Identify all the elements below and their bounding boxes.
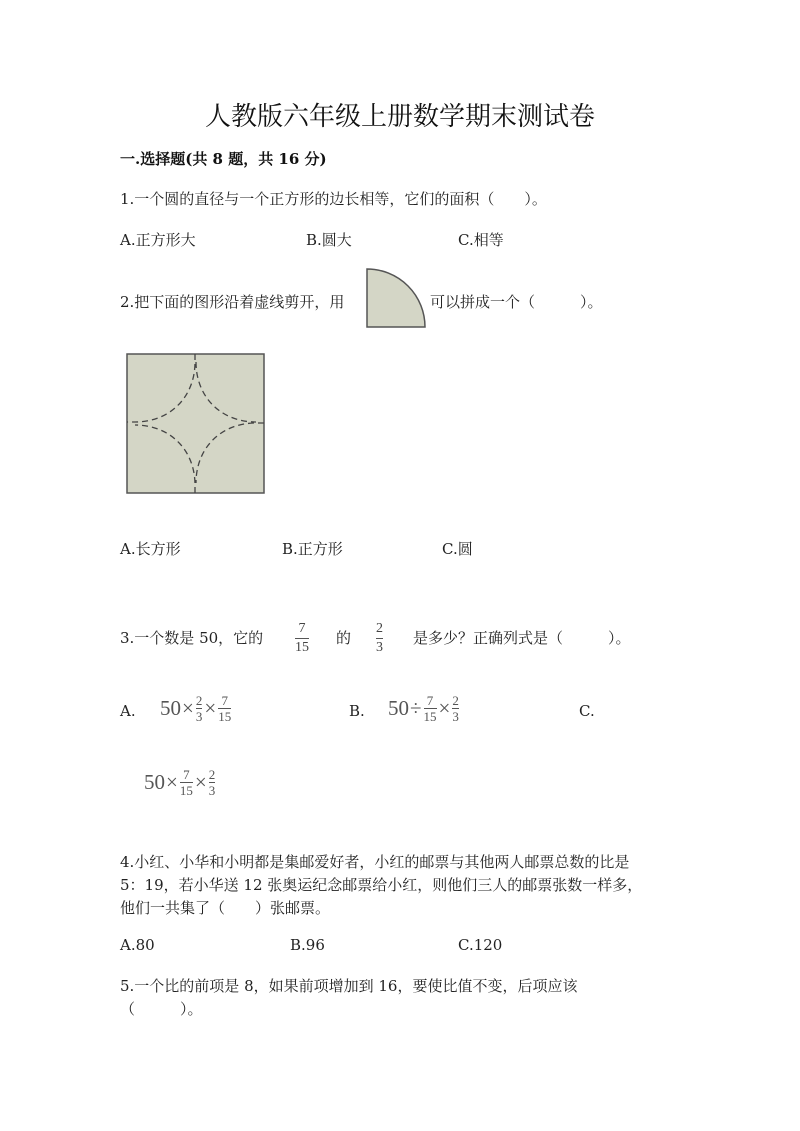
expression-fraction <box>209 768 216 797</box>
section-heading: 一.选择题(共 8 题，共 16 分) <box>120 150 327 168</box>
question-1-option-c[interactable]: C.相等 <box>458 231 504 249</box>
question-4-line-3: 他们一共集了（ ）张邮票。 <box>120 899 331 917</box>
fraction-denominator: 3 <box>195 709 203 724</box>
expression-operator: × <box>166 770 178 794</box>
expression-operator: × <box>204 696 217 720</box>
fraction-numerator: 7 <box>183 767 190 782</box>
page-title: 人教版六年级上册数学期末测试卷 <box>204 102 595 132</box>
question-5-line-1: 5.一个比的前项是 8，如果前项增加到 16，要使比值不变，后项应该 <box>120 977 578 995</box>
question-3-option-b-expression[interactable] <box>388 694 460 723</box>
expression-base: 50 <box>144 770 165 794</box>
question-4-option-b[interactable]: B.96 <box>290 936 325 954</box>
expression-fraction <box>196 694 203 723</box>
fraction-numerator: 7 <box>426 693 434 708</box>
question-3-text-mid: 的 <box>336 629 352 647</box>
question-2-text-before: 2.把下面的图形沿着虚线剪开，用 <box>120 293 345 311</box>
expression-operator: ÷ <box>410 696 422 720</box>
fraction-numerator: 2 <box>195 693 203 708</box>
question-2-option-c[interactable]: C.圆 <box>442 540 473 558</box>
square-with-dashed-arcs-figure <box>125 352 267 496</box>
fraction-numerator: 7 <box>221 693 228 708</box>
expression-operator: × <box>438 696 451 720</box>
fraction-denominator: 15 <box>218 709 232 724</box>
question-3-option-a-label[interactable]: A. <box>120 702 136 720</box>
fraction-numerator: 2 <box>208 767 216 782</box>
question-5-line-2: （ ）。 <box>120 1000 203 1018</box>
question-2-option-b[interactable]: B.正方形 <box>282 540 343 558</box>
fraction-denominator: 15 <box>295 640 309 655</box>
question-2-option-a[interactable]: A.长方形 <box>120 540 181 558</box>
question-4-option-c[interactable]: C.120 <box>458 936 503 954</box>
question-2-text-after: 可以拼成一个（ ）。 <box>430 293 603 311</box>
quarter-circle-figure <box>364 266 428 330</box>
fraction-numerator: 7 <box>298 621 306 636</box>
question-1-text: 1.一个圆的直径与一个正方形的边长相等，它们的面积（ ）。 <box>120 190 547 208</box>
expression-fraction <box>180 768 193 797</box>
expression-fraction <box>452 694 459 723</box>
question-3-option-b-label[interactable]: B. <box>349 702 365 720</box>
question-3-option-c-expression[interactable] <box>144 768 216 797</box>
expression-base: 50 <box>388 696 409 720</box>
fraction-denominator: 15 <box>423 709 437 724</box>
expression-fraction <box>218 694 231 723</box>
question-3-text-start: 3.一个数是 50，它的 <box>120 629 264 647</box>
question-4-line-2: 5：19，若小华送 12 张奥运纪念邮票给小红，则他们三人的邮票张数一样多， <box>120 876 643 894</box>
fraction-denominator: 3 <box>452 709 459 724</box>
expression-operator: × <box>194 770 207 794</box>
question-3-text-end: 是多少？正确列式是（ ）。 <box>413 629 631 647</box>
expression-base: 50 <box>160 696 181 720</box>
question-3-fraction-1 <box>295 622 309 655</box>
expression-operator: × <box>182 696 194 720</box>
fraction-denominator: 3 <box>208 783 216 798</box>
fraction-denominator: 15 <box>179 783 193 798</box>
fraction-numerator: 2 <box>376 621 383 636</box>
question-1-option-b[interactable]: B.圆大 <box>306 231 352 249</box>
fraction-denominator: 3 <box>376 640 383 655</box>
question-3-option-a-expression[interactable] <box>160 694 232 723</box>
question-1-option-a[interactable]: A.正方形大 <box>120 231 196 249</box>
question-3-option-c-label[interactable]: C. <box>579 702 595 720</box>
expression-fraction <box>424 694 437 723</box>
fraction-numerator: 2 <box>452 693 459 708</box>
question-4-line-1: 4.小红、小华和小明都是集邮爱好者，小红的邮票与其他两人邮票总数的比是 <box>120 853 630 871</box>
question-4-option-a[interactable]: A.80 <box>120 936 155 954</box>
question-3-fraction-2 <box>376 622 383 655</box>
